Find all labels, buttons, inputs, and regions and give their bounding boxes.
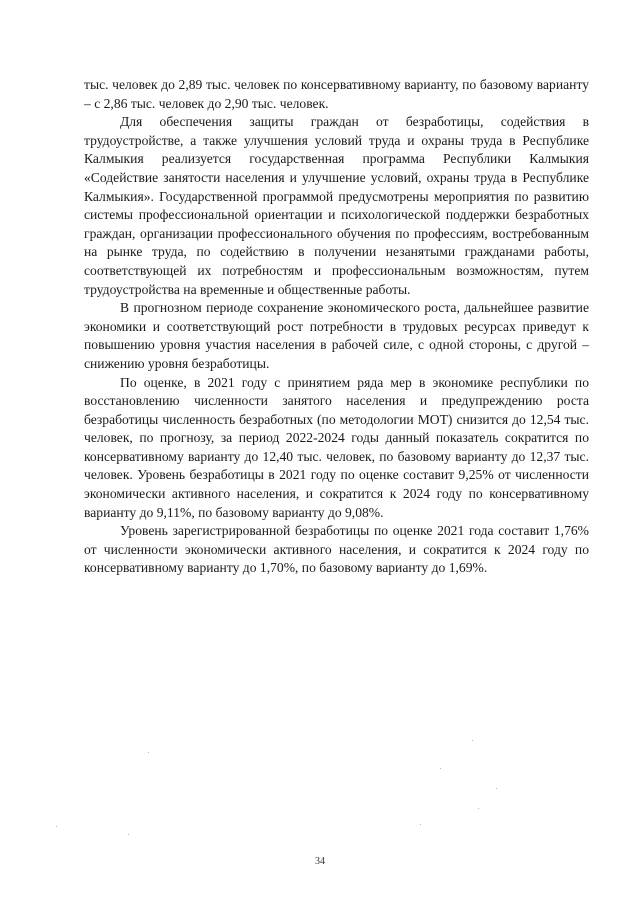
scan-speck	[440, 768, 441, 769]
scan-speck	[56, 826, 57, 827]
page-number: 34	[315, 856, 325, 867]
scan-speck	[478, 808, 479, 809]
paragraph-registered-unemployment: Уровень зарегистрированной безработицы по оценке 2021 года составит 1,76% от численности экономически активного населения, и сократится к 2024 году по консервативному варианту до 1,70%, по базовому варианту до 1,69%.	[84, 523, 589, 576]
scan-speck	[472, 740, 473, 741]
paragraph-unemployment-estimate: По оценке, в 2021 году с принятием ряда мер в экономике республики по восстановлению численности занятого населения и предупреждению роста безработицы численность безработных (по методологии МОТ) снизится до 12,54 тыс. человек, по прогнозу, за период 2022-2024 годы данный показатель сократится по консервативному варианту до 12,40 тыс. человек, по базовому варианту до 12,37 тыс. человек. Уровень безработицы в 2021 году по оценке составит 9,25% от численности экономически активного населения, и сократится к 2024 году по консервативному варианту до 9,11%, по базовому варианту до 9,08%.	[84, 374, 589, 520]
scan-speck	[148, 752, 149, 753]
paragraph-state-program: Для обеспечения защиты граждан от безработицы, содействия в трудоустройстве, а также улучшения условий труда и охраны труда в Республике Калмыкия реализуется государственная программа Республики Калмыкия «Содействие занятости населения и улучшение условий, охраны труда в Республике Калмыкия». Государственной программой предусмотрены мероприятия по развитию системы профессиональной ориентации и психологической поддержки безработных граждан, организации профессионального обучения по профессиям, востребованным на рынке труда, по содействию в получении незанятыми гражданами работы, соответствующей их потребностям и профессиональным возможностям, путем трудоустройства на временные и общественные работы.	[84, 114, 589, 297]
document-body	[84, 76, 589, 578]
paragraph-continuation: тыс. человек до 2,89 тыс. человек по консервативному варианту, по базовому варианту – с 2,86 тыс. человек до 2,90 тыс. человек.	[84, 77, 589, 111]
scan-speck	[420, 824, 421, 825]
scan-speck	[496, 788, 497, 789]
scan-speck	[128, 834, 129, 835]
paragraph-forecast-period: В прогнозном периоде сохранение экономического роста, дальнейшее развитие экономики и соответствующий рост потребности в трудовых ресурсах приведут к повышению уровня участия населения в рабочей силе, с одной стороны, с другой – снижению уровня безработицы.	[84, 300, 589, 371]
